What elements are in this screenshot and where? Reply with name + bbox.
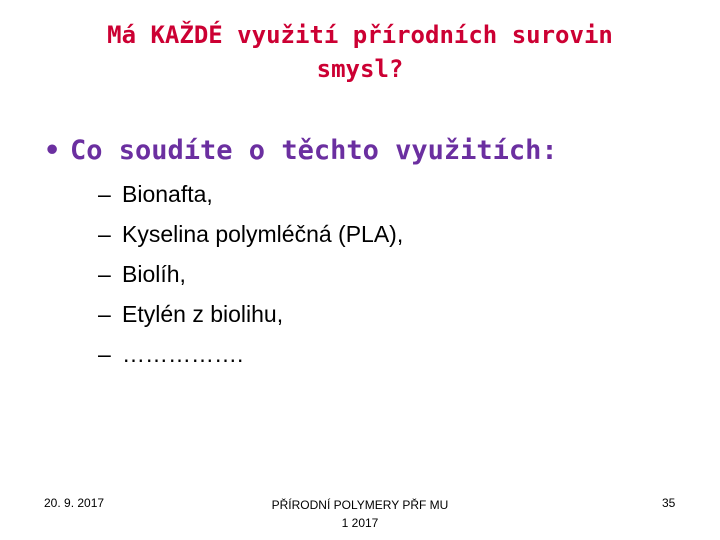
sub-bullet-list: [98, 174, 403, 374]
sub-bullet-item: [98, 334, 403, 374]
footer-course: [230, 496, 490, 532]
slide-title-line-1: Má KAŽDÉ využití přírodních surovin: [107, 21, 613, 49]
dash-icon: –: [98, 341, 111, 367]
footer-course-line-1: PŘÍRODNÍ POLYMERY PŘF MU: [271, 498, 449, 512]
dash-icon: –: [98, 221, 111, 247]
sub-bullet-item: [98, 254, 403, 294]
sub-bullet-text: Kyselina polymléčná (PLA),: [122, 221, 404, 247]
sub-bullet-text: Biolíh,: [122, 261, 186, 287]
main-bullet: [44, 134, 558, 168]
sub-bullet-text: Bionafta,: [122, 181, 213, 207]
page-number: 35: [662, 496, 676, 510]
sub-bullet-item: [98, 294, 403, 334]
sub-bullet-item: [98, 214, 403, 254]
dash-icon: –: [98, 301, 111, 327]
sub-bullet-item: [98, 174, 403, 214]
sub-bullet-text: …………….: [122, 341, 244, 367]
slide-title: [60, 18, 660, 86]
dash-icon: –: [98, 181, 111, 207]
footer-course-line-2: 1 2017: [341, 516, 379, 530]
slide-title-line-2: smysl?: [316, 55, 404, 83]
sub-bullet-text: Etylén z biolihu,: [122, 301, 284, 327]
dash-icon: –: [98, 261, 111, 287]
footer-date: 20. 9. 2017: [44, 496, 105, 510]
bullet-icon: •: [44, 135, 61, 166]
main-bullet-text: Co soudíte o těchto využitích:: [70, 135, 558, 166]
